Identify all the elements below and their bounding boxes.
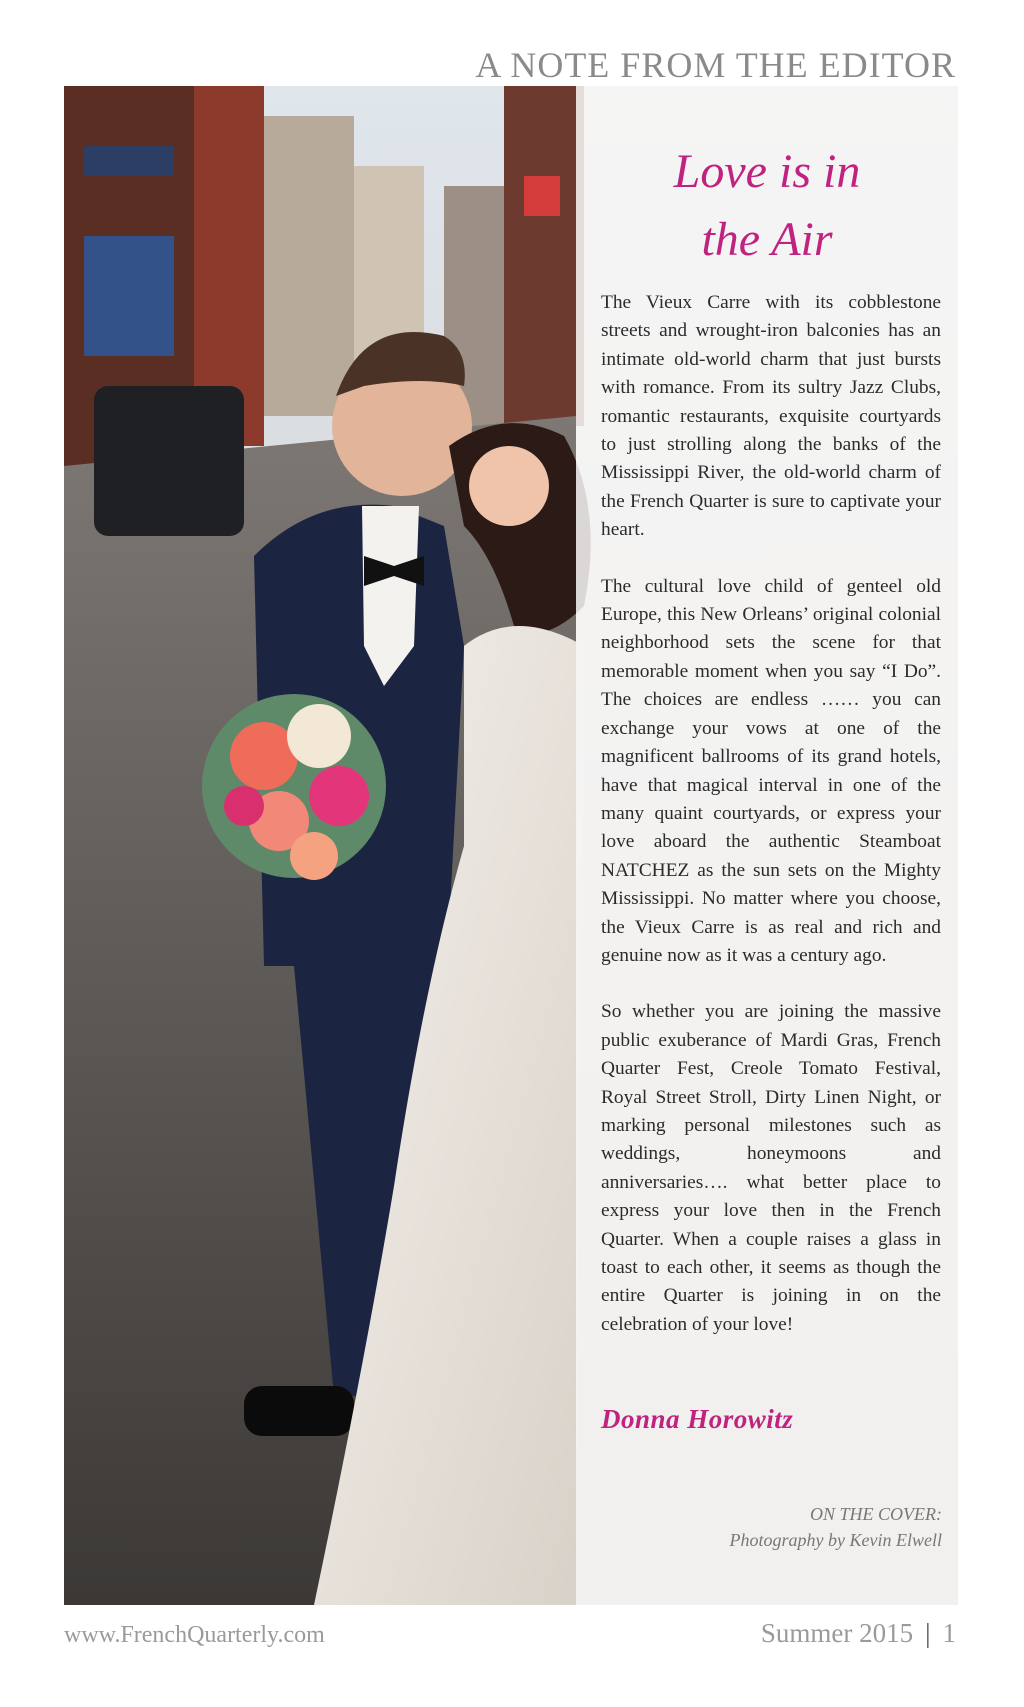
cover-credit-photographer: Photography by Kevin Elwell	[729, 1530, 942, 1550]
article-title-line-2: the Air	[701, 213, 833, 266]
footer-issue: Summer 2015	[760, 1618, 914, 1648]
cover-credit	[730, 1501, 942, 1553]
article-body	[601, 289, 941, 1367]
footer-issue-info	[761, 1618, 956, 1649]
article-paragraph-1: The Vieux Carre with its cobblestone streets and wrought-iron balconies has an intimate old-world charm that just bursts with romance. From its sultry Jazz Clubs, romantic restaurants, exquisite courtyards to just strolling along the banks of the Mississippi River, the old-world charm of the French Quarter is sure to captivate your heart.	[601, 292, 941, 541]
page-header-title: A NOTE FROM THE EDITOR	[475, 45, 956, 85]
article-title-line-1: Love is in	[673, 145, 861, 198]
cover-credit-label: ON THE COVER:	[810, 1504, 942, 1524]
editor-signature: Donna Horowitz	[601, 1404, 794, 1434]
footer-page-number: 1	[942, 1618, 956, 1648]
footer-website-link[interactable]: www.FrenchQuarterly.com	[64, 1622, 325, 1648]
article-paragraph-2: The cultural love child of genteel old Europe, this New Orleans’ original colonial neighborhood sets the scene for that memorable moment when you say “I Do”. The choices are endless …… you can exchange your vows at one of the magnificent ballrooms of its grand hotels, have that magical interval in one of the many quaint courtyards, or express your love aboard the authentic Steamboat NATCHEZ as the sun sets on the Mighty Mississippi. No matter where you choose, the Vieux Carre is as real and rich and genuine now as it was a century ago.	[601, 575, 941, 966]
article-paragraph-3: So whether you are joining the massive public exuberance of Mardi Gras, French Quarter Fest, Creole Tomato Festival, Royal Street Stroll, Dirty Linen Night, or marking personal milestones such as weddings, honeymoons and anniversaries…. what better place to express your love then in the French Quarter. When a couple raises a glass in toast to each other, it seems as though the entire Quarter is joining in on the celebration of your love!	[601, 1001, 941, 1335]
article-title	[576, 138, 958, 274]
editor-note-frame	[64, 86, 958, 1605]
footer-separator: |	[925, 1618, 931, 1648]
